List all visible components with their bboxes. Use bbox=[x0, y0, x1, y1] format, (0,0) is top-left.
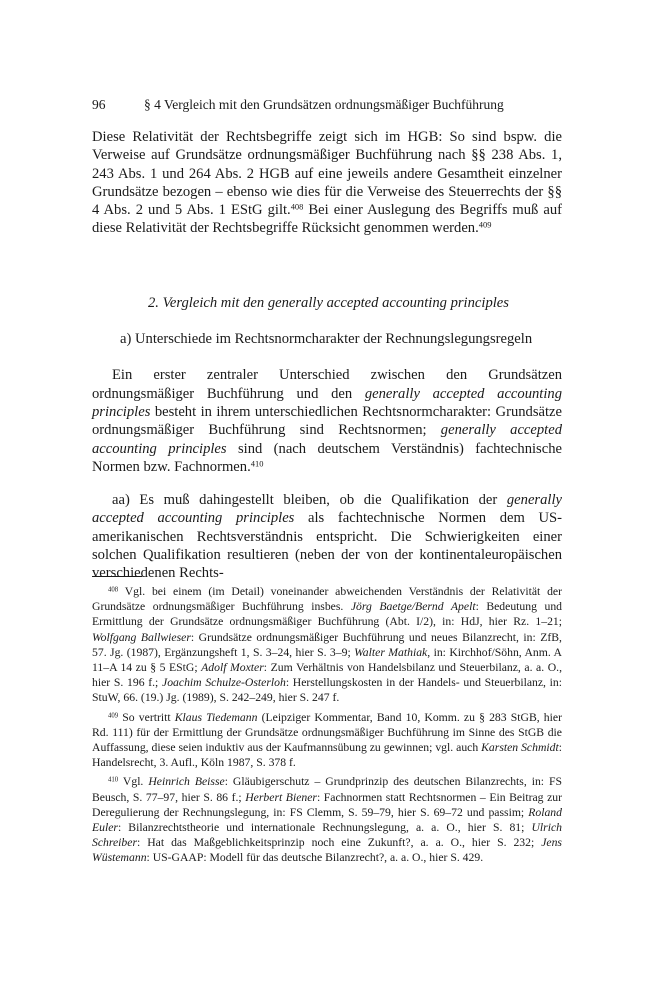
page-number: 96 bbox=[92, 97, 106, 112]
footnote-ref-409[interactable]: 409 bbox=[478, 219, 492, 230]
footnote-ref-408[interactable]: 408 bbox=[290, 201, 304, 212]
footnote-ref-410[interactable]: 410 bbox=[250, 458, 264, 469]
footnote-text: : Bilanzrechtstheorie und internationale Rechnungslegung, a. a. O., hier S. 81; bbox=[117, 821, 532, 835]
footnote-text: : Gläubigerschutz – Grundprinzip des deutschen Bilanzrechts, in: FS Beusch, S. 77–97, hier S. 86 f.; bbox=[92, 775, 563, 804]
footnote-text: Vgl. bei einem (im Detail) voneinander abweichenden Verständnis der Relativität der Grundsätze ordnungsmäßiger Buchführung insbes. bbox=[92, 585, 562, 614]
author-name: Joachim Schulze-Osterloh bbox=[162, 676, 286, 690]
paragraph-first-difference bbox=[92, 366, 562, 476]
italic-term: generally accepted accounting principles bbox=[92, 385, 562, 420]
footnote-number: 410 bbox=[108, 776, 119, 784]
footnote-410 bbox=[92, 774, 562, 865]
running-title: § 4 Vergleich mit den Grundsätzen ordnungsmäßiger Buchführung bbox=[144, 97, 504, 112]
paragraph-text: Bei einer Auslegung des Begriffs muß auf diese Relativität der Rechtsbegriffe Rücksicht genommen werden. bbox=[92, 202, 562, 237]
paragraph-text: sind (nach deutschem Verständnis) fachtechnische Normen bzw. Fachnormen. bbox=[92, 440, 562, 475]
footnote-text: : Zum Verhältnis von Handelsbilanz und Steuerbilanz, a. a. O., hier S. 196 f.; bbox=[92, 661, 562, 690]
paragraph-text: Diese Relativität der Rechtsbegriffe zeigt sich im HGB: So sind bspw. die Verweise auf Grundsätze ordnungsmäßiger Buchführung nach §§ 238 Abs. 1, 243 Abs. 1 und 264 Abs. 2 HGB auf eine jeweils andere Gesamtheit einzelner Grundsätze bezogen – ebenso wie dies für die Verweise des Steuerrechts der §§ 4 Abs. 2 und 5 Abs. 1 EStG gilt. bbox=[92, 129, 562, 219]
author-name: Heinrich Beisse bbox=[148, 775, 225, 789]
author-name: Wolfgang Ballwieser bbox=[92, 630, 191, 644]
footnote-text: : Fachnormen statt Rechtsnormen – Ein Beitrag zur Deregulierung der Rechnungslegung, in: FS Clemm, S. 59–79, hier S. 69–72 und passim; bbox=[92, 790, 563, 819]
subsection-heading: a) Unterschiede im Rechtsnormcharakter der Rechnungslegungsregeln bbox=[120, 331, 533, 348]
author-name: Walter Mathiak bbox=[354, 645, 428, 659]
footnote-text: : Handelsrecht, 3. Aufl., Köln 1987, S. 378 f. bbox=[92, 741, 562, 770]
author-name: Karsten Schmidt bbox=[481, 741, 559, 755]
paragraph-text: aa) Es muß dahingestellt bleiben, ob die Qualifikation der bbox=[112, 492, 507, 509]
section-heading: 2. Vergleich mit den generally accepted accounting principles bbox=[148, 294, 509, 311]
footnote-separator bbox=[92, 576, 142, 577]
author-name: Adolf Moxter bbox=[201, 661, 264, 675]
italic-term: generally accepted accounting principles bbox=[92, 422, 563, 457]
paragraph-text: als fachtechnische Normen dem US-amerikanischen Rechtsverständnis entspricht. Die Schwierigkeiten einer solchen Qualifikation resultieren (neben der von der kontinentaleuropäischen verschiedenen Rechts- bbox=[92, 510, 562, 582]
footnote-text: : Grundsätze ordnungsmäßiger Buchführung und neues Bilanzrecht, in: ZfB, 57. Jg. (1987), Ergänzungsheft 1, S. 3–24, hier S. 3–9; bbox=[92, 630, 562, 659]
paragraph-aa bbox=[92, 491, 562, 582]
footnote-number: 408 bbox=[108, 586, 119, 594]
main-text bbox=[92, 128, 562, 583]
footnote-text: : Hat das Maßgeblichkeitsprinzip noch eine Zukunft?, a. a. O., hier S. 232; bbox=[137, 836, 542, 850]
footnote-409 bbox=[92, 710, 562, 771]
italic-term: generally accepted accounting principles bbox=[92, 492, 562, 527]
author-name: Jörg Baetge/Bernd Apelt bbox=[350, 600, 476, 614]
running-header bbox=[92, 96, 562, 114]
footnote-text: : Bedeutung und Ermittlung der Grundsätze ordnungsmäßiger Buchführung (Abt. I/2), in: HdJ, hier Rz. 1–21; bbox=[92, 600, 563, 629]
author-name: Herbert Biener bbox=[245, 790, 317, 804]
paragraph-text: Ein erster zentraler Unterschied zwischen den Grundsätzen ordnungsmäßiger Buchführung und den bbox=[92, 367, 562, 402]
author-name: Jens Wüstemann bbox=[92, 836, 562, 865]
paragraph-relativity bbox=[92, 128, 562, 238]
footnote-text: So vertritt bbox=[118, 710, 175, 724]
footnote-text: : Herstellungskosten in der Handels- und Steuerbilanz, in: StuW, 66. (19.) Jg. (1989), S. 242–249, hier S. 247 f. bbox=[92, 676, 563, 705]
footnote-text: Vgl. bbox=[118, 775, 149, 789]
footnote-number: 409 bbox=[108, 711, 119, 719]
author-name: Roland Euler bbox=[92, 805, 562, 835]
paragraph-text: besteht in ihrem unterschiedlichen Rechtsnormcharakter: Grundsätze ordnungsmäßiger Buchführung sind Rechtsnormen; bbox=[92, 403, 562, 439]
author-name: Klaus Tiedemann bbox=[174, 710, 258, 724]
footnote-408 bbox=[92, 584, 562, 706]
footnotes bbox=[92, 584, 562, 870]
author-name: Ulrich Schreiber bbox=[92, 821, 562, 850]
footnote-text: (Leipziger Kommentar, Band 10, Komm. zu § 283 StGB, hier Rd. 111) für der Ermittlung der Grundsätze ordnungsmäßiger Buchführung im Sinne des StGB die Auffassung, diese seien induktiv aus der Kaufmannsübung zu gewinnen; vgl. auch bbox=[92, 710, 562, 755]
footnote-text: , in: Kirchhof/Söhn, Anm. A 11–A 14 zu § 5 EStG; bbox=[92, 645, 563, 675]
footnote-text: : US-GAAP: Modell für das deutsche Bilanzrecht?, a. a. O., hier S. 429. bbox=[146, 851, 484, 865]
